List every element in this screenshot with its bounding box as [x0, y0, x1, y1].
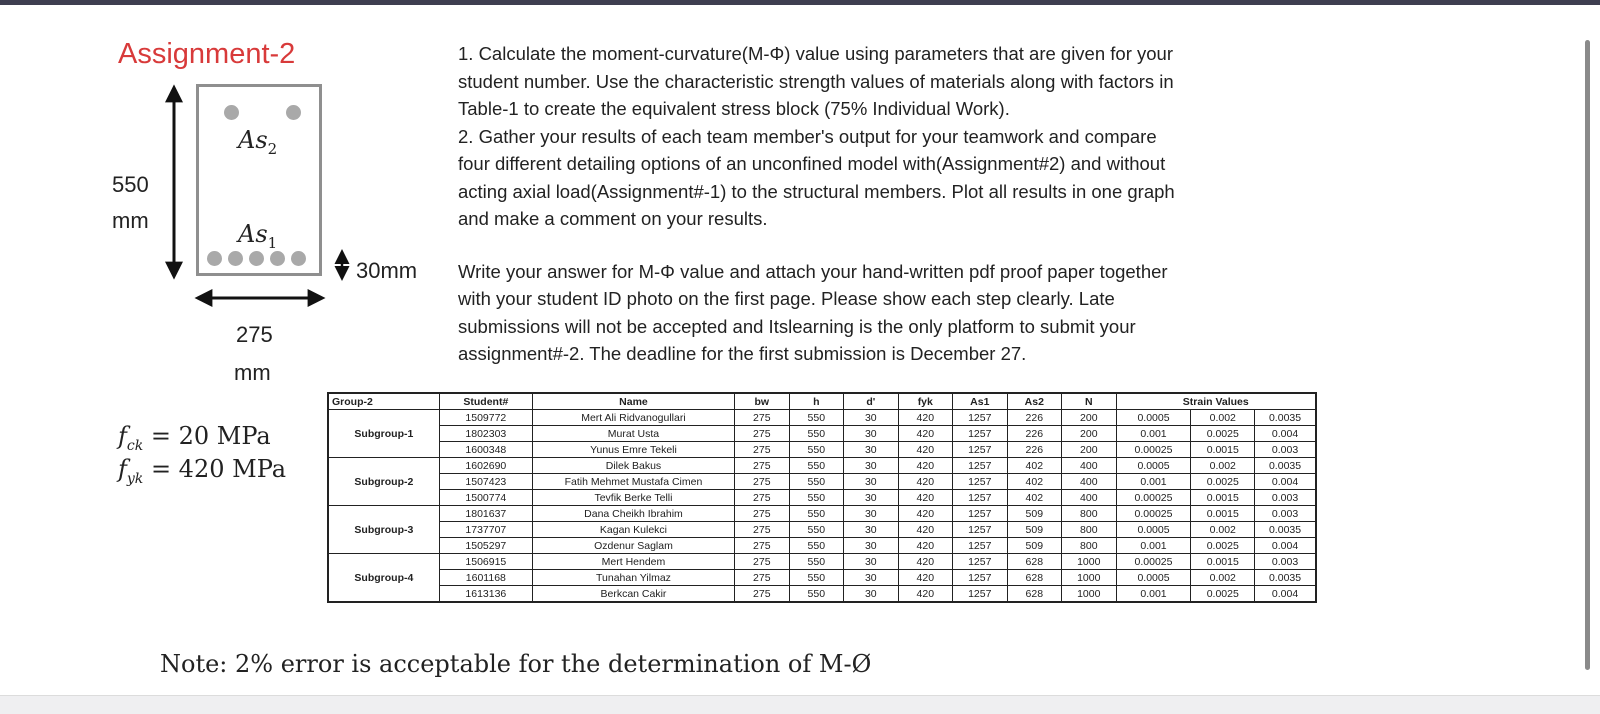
cell-s3: 0.003 [1255, 442, 1316, 458]
cell-fyk: 420 [898, 490, 953, 506]
bottom-bar [291, 251, 306, 266]
cell-bw: 275 [735, 474, 790, 490]
cell-h: 550 [789, 490, 844, 506]
instruction-line: submissions will not be accepted and Itslearning is the only platform to submit your [458, 315, 1136, 337]
instruction-line: Write your answer for M-Φ value and attach your hand-written pdf proof paper together [458, 260, 1168, 282]
cell-student: 1509772 [439, 410, 532, 426]
cell-s1: 0.0005 [1116, 458, 1191, 474]
cell-h: 550 [789, 474, 844, 490]
cell-fyk: 420 [898, 506, 953, 522]
cell-student: 1500774 [439, 490, 532, 506]
student-parameters-table [327, 392, 1317, 603]
instructions-part-1 [458, 40, 1338, 233]
cell-s1: 0.00025 [1116, 442, 1191, 458]
cell-as2: 226 [1007, 426, 1062, 442]
cell-n: 800 [1062, 538, 1117, 554]
cell-as2: 509 [1007, 506, 1062, 522]
cell-d: 30 [844, 586, 899, 603]
cell-s1: 0.001 [1116, 586, 1191, 603]
cell-as1: 1257 [953, 474, 1008, 490]
cell-n: 1000 [1062, 570, 1117, 586]
cell-s1: 0.0005 [1116, 410, 1191, 426]
cell-name: Fatih Mehmet Mustafa Cimen [532, 474, 734, 490]
top-border [0, 0, 1600, 5]
column-header: As2 [1007, 393, 1062, 410]
cell-student: 1601168 [439, 570, 532, 586]
cell-s1: 0.00025 [1116, 490, 1191, 506]
cell-s2: 0.0025 [1191, 474, 1255, 490]
height-value: 550 [112, 172, 149, 197]
instruction-line: four different detailing options of an unconfined model with(Assignment#2) and without [458, 153, 1166, 174]
cell-as1: 1257 [953, 426, 1008, 442]
table-header-row [328, 393, 1316, 410]
cell-as2: 628 [1007, 570, 1062, 586]
instruction-line: and make a comment on your results. [458, 208, 768, 229]
cell-bw: 275 [735, 586, 790, 603]
cell-name: Murat Usta [532, 426, 734, 442]
cell-bw: 275 [735, 426, 790, 442]
cell-fyk: 420 [898, 538, 953, 554]
subgroup-label: Subgroup-2 [328, 458, 439, 506]
cell-as1: 1257 [953, 554, 1008, 570]
cell-student: 1802303 [439, 426, 532, 442]
as1-label: $As_1$ [238, 220, 278, 252]
cell-d: 30 [844, 538, 899, 554]
cell-d: 30 [844, 506, 899, 522]
cell-d: 30 [844, 442, 899, 458]
cell-s1: 0.001 [1116, 426, 1191, 442]
cell-d: 30 [844, 490, 899, 506]
column-header: h [789, 393, 844, 410]
cell-as2: 402 [1007, 458, 1062, 474]
cell-n: 200 [1062, 410, 1117, 426]
cell-s3: 0.004 [1255, 474, 1316, 490]
bottom-bar [249, 251, 264, 266]
cell-s3: 0.003 [1255, 490, 1316, 506]
instruction-line: 1. Calculate the moment-curvature(M-Φ) value using parameters that are given for your [458, 43, 1173, 64]
cell-d: 30 [844, 522, 899, 538]
cell-as1: 1257 [953, 442, 1008, 458]
cell-s2: 0.0025 [1191, 586, 1255, 603]
cell-s2: 0.0015 [1191, 554, 1255, 570]
cell-as2: 628 [1007, 554, 1062, 570]
cell-s2: 0.0015 [1191, 442, 1255, 458]
cell-bw: 275 [735, 506, 790, 522]
cell-n: 400 [1062, 458, 1117, 474]
cell-name: Tevfik Berke Telli [532, 490, 734, 506]
top-bar-left [224, 105, 239, 120]
cell-fyk: 420 [898, 410, 953, 426]
cell-as2: 226 [1007, 442, 1062, 458]
cell-as1: 1257 [953, 458, 1008, 474]
cell-name: Tunahan Yilmaz [532, 570, 734, 586]
cell-student: 1602690 [439, 458, 532, 474]
cell-fyk: 420 [898, 442, 953, 458]
column-header: Student# [439, 393, 532, 410]
table-row [328, 490, 1316, 506]
cell-n: 800 [1062, 506, 1117, 522]
cell-d: 30 [844, 474, 899, 490]
cell-fyk: 420 [898, 586, 953, 603]
height-unit: mm [112, 208, 149, 233]
instructions-part-2 [458, 258, 1338, 368]
width-value: 275 [236, 322, 273, 347]
cell-student: 1507423 [439, 474, 532, 490]
cell-s3: 0.0035 [1255, 458, 1316, 474]
cell-as2: 226 [1007, 410, 1062, 426]
cell-n: 800 [1062, 522, 1117, 538]
cell-as1: 1257 [953, 586, 1008, 603]
cell-student: 1801637 [439, 506, 532, 522]
fyk-equation: $f_{yk} = 420$ MPa [118, 455, 287, 487]
cell-fyk: 420 [898, 458, 953, 474]
cell-student: 1613136 [439, 586, 532, 603]
cell-h: 550 [789, 458, 844, 474]
cell-name: Mert Ali Ridvanogullari [532, 410, 734, 426]
cell-as1: 1257 [953, 506, 1008, 522]
table-row [328, 474, 1316, 490]
table-row [328, 570, 1316, 586]
cell-s1: 0.00025 [1116, 554, 1191, 570]
cell-fyk: 420 [898, 426, 953, 442]
cell-s2: 0.0015 [1191, 490, 1255, 506]
cell-s1: 0.0005 [1116, 522, 1191, 538]
cell-bw: 275 [735, 458, 790, 474]
table-row [328, 442, 1316, 458]
bottom-bar [270, 251, 285, 266]
vertical-scrollbar[interactable] [1585, 40, 1590, 670]
cell-s1: 0.001 [1116, 474, 1191, 490]
cell-s1: 0.0005 [1116, 570, 1191, 586]
cell-d: 30 [844, 426, 899, 442]
instruction-line: acting axial load(Assignment#-1) to the structural members. Plot all results in one graph [458, 180, 1175, 202]
cell-as1: 1257 [953, 410, 1008, 426]
cell-n: 1000 [1062, 554, 1117, 570]
cell-as1: 1257 [953, 538, 1008, 554]
cell-s1: 0.00025 [1116, 506, 1191, 522]
cell-h: 550 [789, 586, 844, 603]
cell-student: 1506915 [439, 554, 532, 570]
cell-h: 550 [789, 570, 844, 586]
column-header: fyk [898, 393, 953, 410]
bottom-bar-strip [0, 695, 1600, 714]
cell-d: 30 [844, 554, 899, 570]
cell-s2: 0.002 [1191, 570, 1255, 586]
width-unit: mm [234, 360, 271, 385]
cell-s3: 0.004 [1255, 426, 1316, 442]
cell-s2: 0.0025 [1191, 426, 1255, 442]
cell-name: Berkcan Cakir [532, 586, 734, 603]
cell-as1: 1257 [953, 570, 1008, 586]
cell-student: 1505297 [439, 538, 532, 554]
cell-name: Mert Hendem [532, 554, 734, 570]
instruction-line: assignment#-2. The deadline for the first submission is December 27. [458, 343, 1027, 364]
table-row [328, 410, 1316, 426]
table-row [328, 458, 1316, 474]
table-row [328, 554, 1316, 570]
instruction-line: Table-1 to create the equivalent stress block (75% Individual Work). [458, 98, 1010, 119]
cell-bw: 275 [735, 442, 790, 458]
cell-s1: 0.001 [1116, 538, 1191, 554]
column-header: Name [532, 393, 734, 410]
cell-s2: 0.0015 [1191, 506, 1255, 522]
cell-name: Yunus Emre Tekeli [532, 442, 734, 458]
cell-name: Dana Cheikh Ibrahim [532, 506, 734, 522]
cell-fyk: 420 [898, 522, 953, 538]
cell-bw: 275 [735, 538, 790, 554]
cell-n: 200 [1062, 442, 1117, 458]
instructions [458, 40, 1338, 368]
cell-n: 400 [1062, 474, 1117, 490]
fck-equation: $f_{ck} = 20$ MPa [118, 422, 271, 454]
cell-s2: 0.0025 [1191, 538, 1255, 554]
subgroup-label: Subgroup-4 [328, 554, 439, 603]
cell-fyk: 420 [898, 474, 953, 490]
cell-s2: 0.002 [1191, 522, 1255, 538]
cell-as1: 1257 [953, 490, 1008, 506]
cell-n: 400 [1062, 490, 1117, 506]
instruction-line: student number. Use the characteristic strength values of materials along with factors in [458, 70, 1174, 92]
cell-fyk: 420 [898, 570, 953, 586]
cell-bw: 275 [735, 522, 790, 538]
cell-bw: 275 [735, 570, 790, 586]
cell-bw: 275 [735, 410, 790, 426]
cell-as1: 1257 [953, 522, 1008, 538]
instruction-line: with your student ID photo on the first page. Please show each step clearly. Late [458, 288, 1115, 309]
subgroup-label: Subgroup-3 [328, 506, 439, 554]
cell-h: 550 [789, 554, 844, 570]
cell-h: 550 [789, 506, 844, 522]
bottom-bar [228, 251, 243, 266]
cell-as2: 402 [1007, 474, 1062, 490]
cell-s2: 0.002 [1191, 410, 1255, 426]
table-row [328, 426, 1316, 442]
column-header: As1 [953, 393, 1008, 410]
cell-s3: 0.0035 [1255, 410, 1316, 426]
cell-h: 550 [789, 522, 844, 538]
cover-label: 30mm [356, 258, 418, 283]
table-row [328, 506, 1316, 522]
cell-name: Kagan Kulekci [532, 522, 734, 538]
cell-n: 1000 [1062, 586, 1117, 603]
cell-as2: 509 [1007, 522, 1062, 538]
cell-as2: 509 [1007, 538, 1062, 554]
cell-s2: 0.002 [1191, 458, 1255, 474]
cell-d: 30 [844, 410, 899, 426]
top-bar-right [286, 105, 301, 120]
cell-student: 1737707 [439, 522, 532, 538]
table-row [328, 538, 1316, 554]
cell-d: 30 [844, 570, 899, 586]
column-header: bw [735, 393, 790, 410]
as2-label: $As_2$ [238, 126, 278, 158]
column-header: N [1062, 393, 1117, 410]
group-label: Group-2 [328, 393, 439, 410]
cell-fyk: 420 [898, 554, 953, 570]
column-header: d' [844, 393, 899, 410]
cell-d: 30 [844, 458, 899, 474]
strain-values-header: Strain Values [1116, 393, 1316, 410]
cell-as2: 628 [1007, 586, 1062, 603]
cell-bw: 275 [735, 490, 790, 506]
bottom-bar [207, 251, 222, 266]
table-row [328, 586, 1316, 603]
cell-h: 550 [789, 410, 844, 426]
cell-name: Dilek Bakus [532, 458, 734, 474]
cell-name: Ozdenur Saglam [532, 538, 734, 554]
cell-h: 550 [789, 538, 844, 554]
cell-h: 550 [789, 426, 844, 442]
cell-s3: 0.0035 [1255, 522, 1316, 538]
note: Note: 2% error is acceptable for the determination of M-Ø [160, 650, 872, 678]
cell-s3: 0.004 [1255, 538, 1316, 554]
table-row [328, 522, 1316, 538]
cell-bw: 275 [735, 554, 790, 570]
cell-s3: 0.0035 [1255, 570, 1316, 586]
cell-student: 1600348 [439, 442, 532, 458]
subgroup-label: Subgroup-1 [328, 410, 439, 458]
cell-h: 550 [789, 442, 844, 458]
cell-s3: 0.004 [1255, 586, 1316, 603]
instruction-line: 2. Gather your results of each team member's output for your teamwork and compare [458, 125, 1157, 147]
cell-as2: 402 [1007, 490, 1062, 506]
cell-s3: 0.003 [1255, 554, 1316, 570]
cell-s3: 0.003 [1255, 506, 1316, 522]
assignment-title: Assignment-2 [118, 38, 296, 70]
cell-n: 200 [1062, 426, 1117, 442]
